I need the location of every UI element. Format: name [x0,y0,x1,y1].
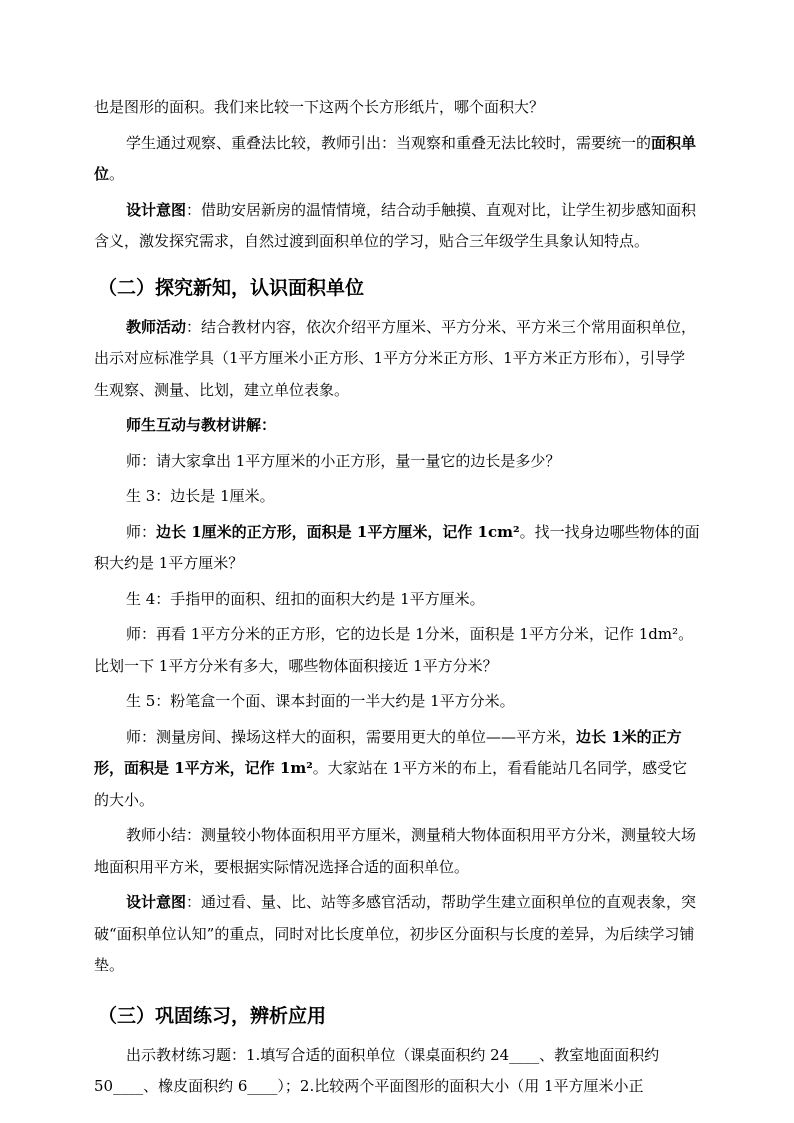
bold-definition: 边长 1厘米的正方形，面积是 1平方厘米，记作 1cm² [156,522,520,541]
paragraph-intro-continued [94,92,700,124]
paragraph-teacher-q1 [94,446,700,478]
paragraph-teacher-dm2 [94,619,700,682]
bold-label: 设计意图 [126,893,187,911]
text: 生 3：边长是 1厘米。 [126,487,275,505]
text: ：结合教材内容，依次介绍平方厘米、平方分米、平方米三个常用面积单位，出示对应标准学具（1平方厘米小正方形、1平方分米正方形、1平方米正方形布），引导学生观察、测量、比划，建立单位表象。 [94,317,697,399]
text: 师：请大家拿出 1平方厘米的小正方形，量一量它的边长是多少？ [126,451,561,470]
text: 。 [109,165,125,183]
text: 生 5：粉笔盒一个面、课本封面的一半大约是 1平方分米。 [126,692,515,710]
paragraph-student-compare [94,128,700,191]
paragraph-design-intent-1 [94,195,700,258]
section-heading-3: （三）巩固练习，辨析应用 [98,1004,327,1027]
paragraph-design-intent-2 [94,887,700,982]
bold-label: 教师活动 [126,317,187,336]
paragraph-teacher-summary [94,820,700,883]
section-heading-2: （二）探究新知，认识面积单位 [98,276,365,299]
paragraph-interaction-title [94,410,700,442]
paragraph-student-5 [94,686,700,718]
bold-label: 师生互动与教材讲解： [126,416,277,434]
text: 出示教材练习题：1.填写合适的面积单位（课桌面积约 24____、教室地面面积约 50____、橡皮面积约 6____）；2.比较两个平面图形的面积大小（用 1平方厘米小正 [94,1045,660,1095]
text: 教师小结：测量较小物体面积用平方厘米，测量稍大物体面积用平方分米，测量较大场地面积用平方米，要根据实际情况选择合适的面积单位。 [94,826,697,876]
text: 也是图形的面积。我们来比较一下这两个长方形纸片，哪个面积大？ [94,98,545,116]
paragraph-student-4 [94,584,700,616]
paragraph-exercise [94,1040,700,1103]
paragraph-teacher-m2 [94,722,700,817]
bold-term: 面积单位 [94,133,697,183]
text: 师： [126,522,157,541]
text: 生 4：手指甲的面积、纽扣的面积大约是 1平方厘米。 [126,589,485,608]
text: 师：测量房间、操场这样大的面积，需要用更大的单位——平方米， [126,727,577,746]
paragraph-teacher-activity [94,312,700,407]
text: 。大家站在 1平方米的布上，看看能站几名同学，感受它的大小。 [94,759,688,809]
text: ：借助安居新房的温情情境，结合动手触摸、直观对比，让学生初步感知面积含义，激发探究需求，自然过渡到面积单位的学习，贴合三年级学生具象认知特点。 [94,200,697,250]
bold-label: 设计意图 [126,200,187,219]
paragraph-student-3 [94,481,700,513]
text: 。找一找身边哪些物体的面积大约是 1平方厘米？ [94,522,700,572]
paragraph-teacher-cm2 [94,517,700,580]
text: 师：再看 1平方分米的正方形，它的边长是 1分米，面积是 1平方分米，记作 1dm²。比划一下 1平方分米有多大，哪些物体面积接近 1平方分米？ [94,625,694,675]
bold-definition: 边长 1米的正方形，面积是 1平方米，记作 1m² [94,727,682,777]
text: ：通过看、量、比、站等多感官活动，帮助学生建立面积单位的直观表象，突破“面积单位认知”的重点，同时对比长度单位，初步区分面积与长度的差异，为后续学习铺垫。 [94,893,697,974]
text: 学生通过观察、重叠法比较，教师引出：当观察和重叠无法比较时，需要统一的 [126,133,652,152]
